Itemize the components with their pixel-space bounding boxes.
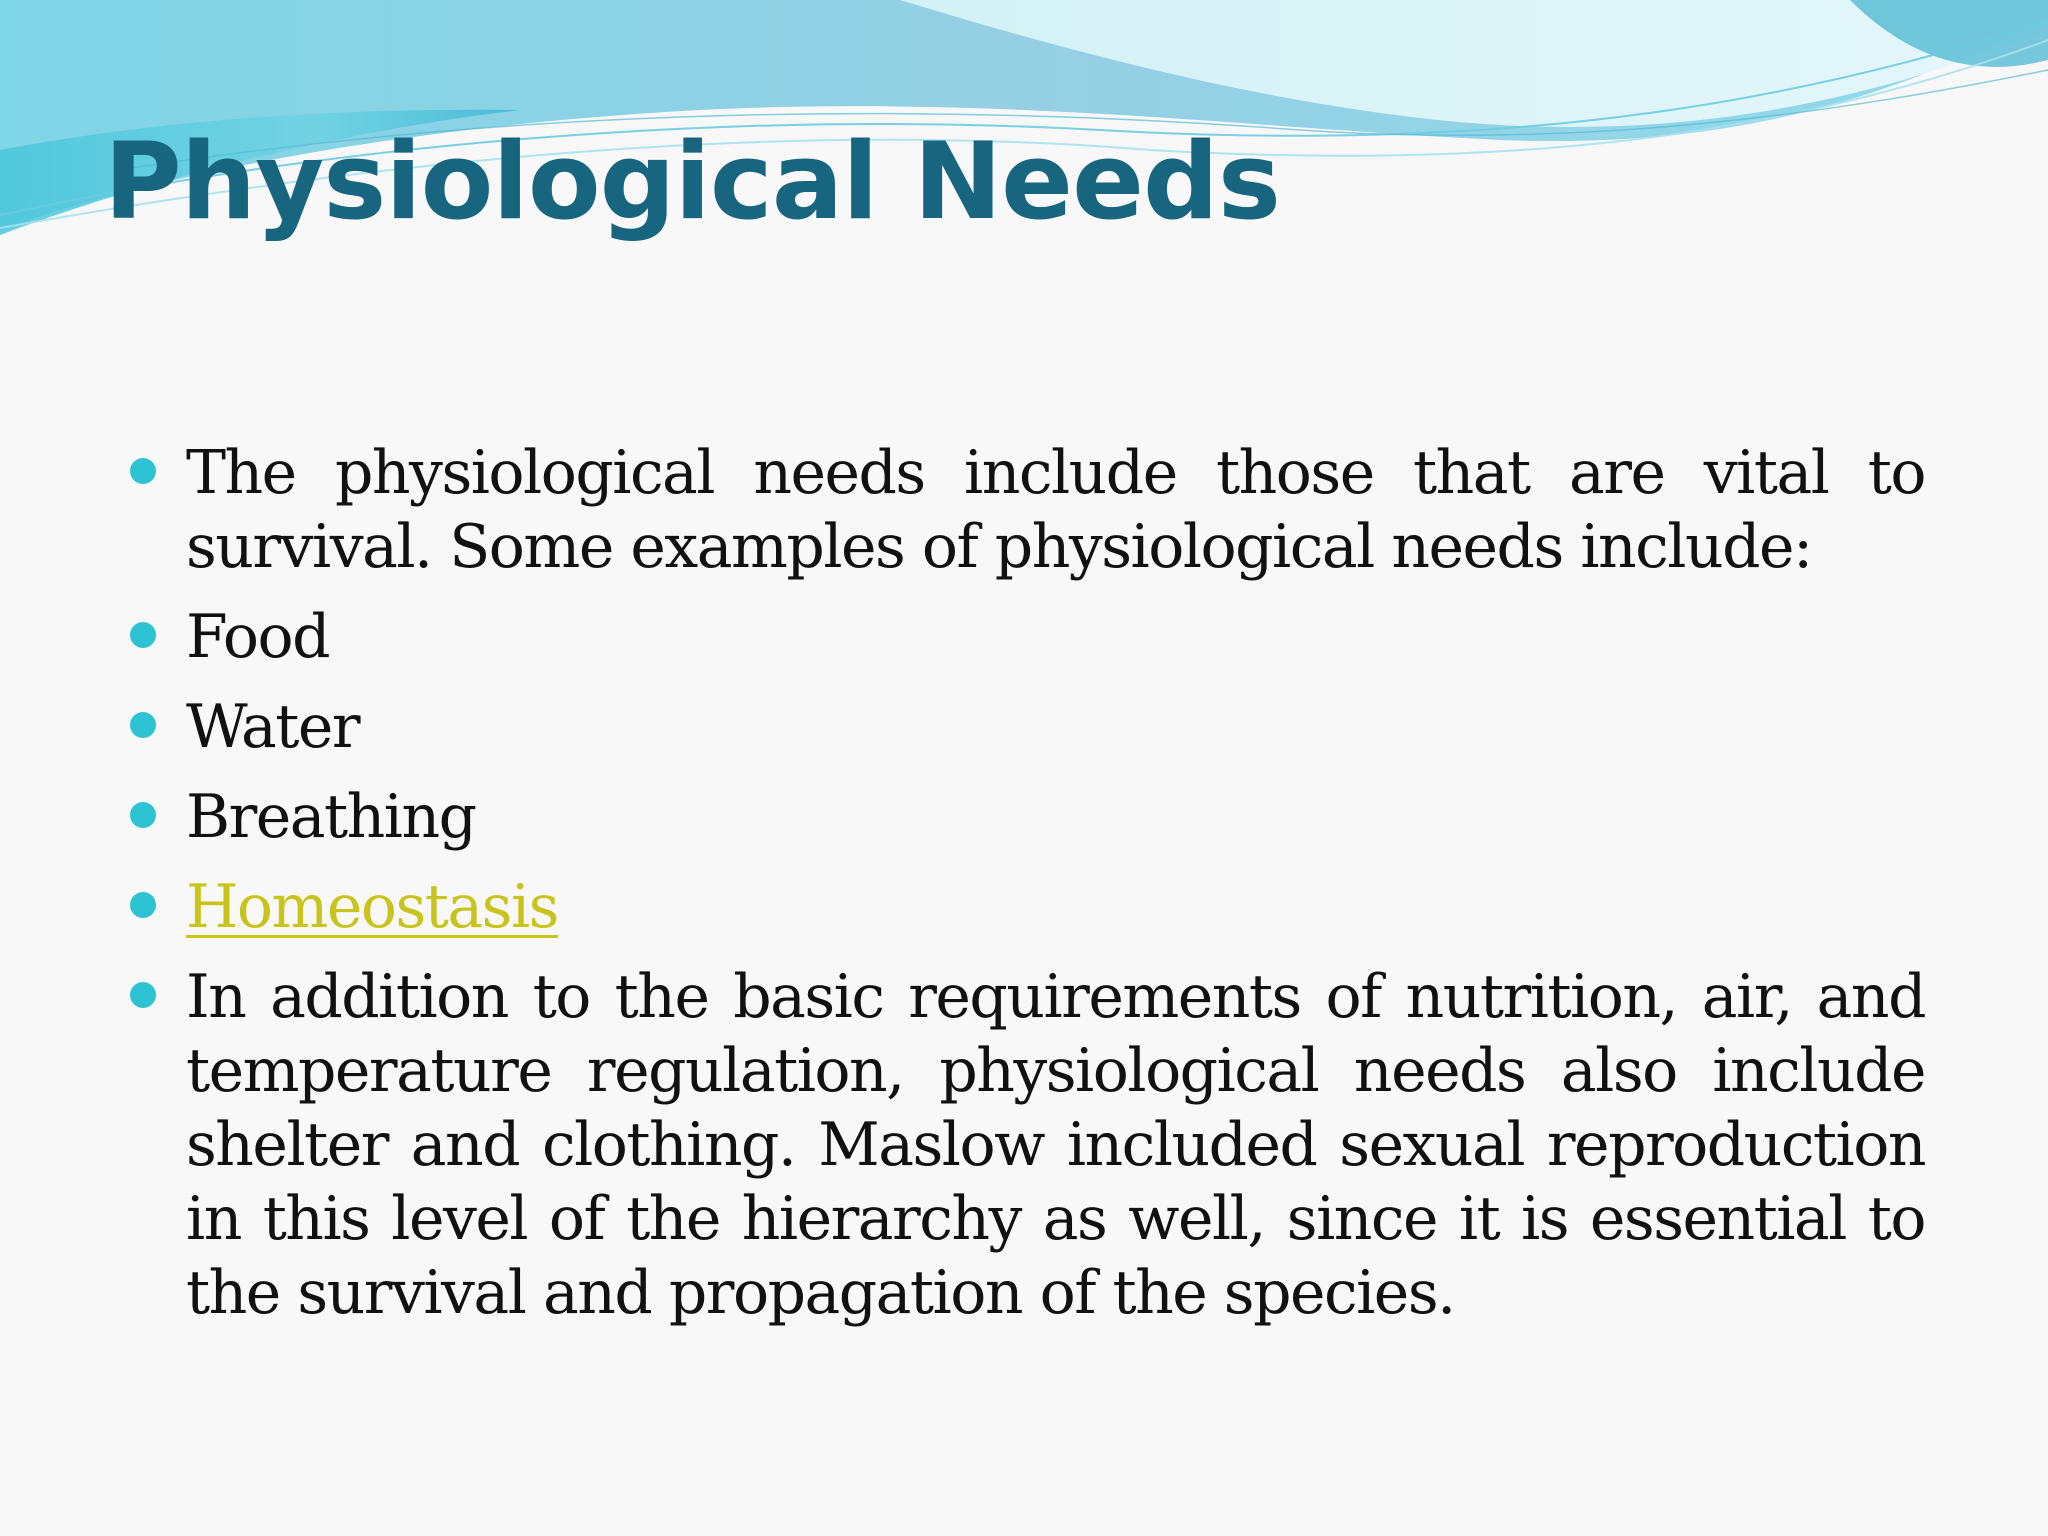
bullet-text-breathing: Breathing xyxy=(186,782,476,852)
bullet-dot-icon xyxy=(130,802,156,828)
bullet-dot-icon xyxy=(130,982,156,1008)
bullet-dot-icon xyxy=(130,892,156,918)
slide-title: Physiological Needs xyxy=(104,120,1280,243)
bullet-text-water: Water xyxy=(186,692,360,762)
bullet-item-breathing xyxy=(130,780,1925,854)
bullet-dot-icon xyxy=(130,622,156,648)
bullet-item-food xyxy=(130,600,1925,674)
bullet-dot-icon xyxy=(130,712,156,738)
bullet-dot-icon xyxy=(130,458,156,484)
bullet-text-intro: The physiological needs include those that are vital to survival. Some examples of physiological needs include: xyxy=(186,438,1925,582)
bullet-text-addition: In addition to the basic requirements of nutrition, air, and temperature regulation, physiological needs also include shelter and clothing. Maslow included sexual reproduction in this level of the hierarchy as well, since it is essential to the survival and propagation of the species. xyxy=(186,962,1925,1328)
bullet-text-food: Food xyxy=(186,602,330,672)
bullet-item-addition xyxy=(130,960,1925,1330)
bullet-list xyxy=(130,436,1925,1346)
homeostasis-link[interactable]: Homeostasis xyxy=(186,872,558,942)
bullet-item-water xyxy=(130,690,1925,764)
bullet-item-homeostasis xyxy=(130,870,1925,944)
bullet-item-intro xyxy=(130,436,1925,584)
